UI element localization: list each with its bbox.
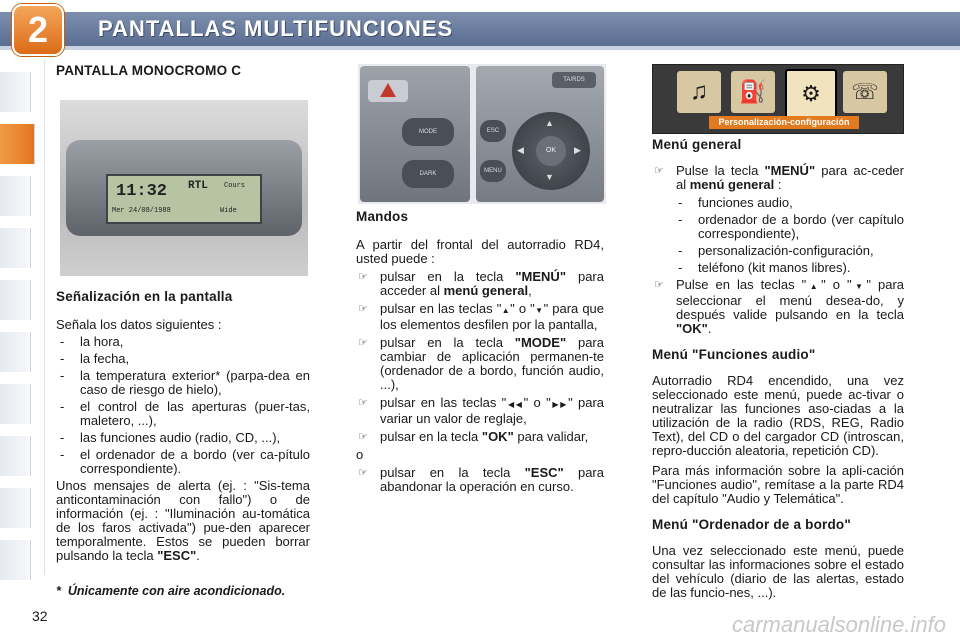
list-item: - la hora, xyxy=(60,334,124,349)
side-tab-9[interactable] xyxy=(0,488,31,528)
menu-banner-label: Personalización-configuración xyxy=(709,116,859,129)
monochrome-display-photo xyxy=(60,100,308,276)
lcd-screen xyxy=(106,174,262,224)
list-item: - teléfono (kit manos libres). xyxy=(678,260,851,275)
chapter-side-tabs xyxy=(0,60,36,620)
list-item: - el ordenador de a bordo (ver ca-pítulo correspondiente). xyxy=(60,447,310,476)
page-number: 32 xyxy=(32,608,48,624)
arrow-down-icon: ▼ xyxy=(534,306,544,315)
arrow-down-icon: ▼ xyxy=(851,282,867,291)
lcd-date: Mer 24/08/1988 xyxy=(112,207,171,215)
esc-button[interactable]: ESC xyxy=(480,120,506,142)
page-header xyxy=(0,0,960,60)
list-item: ☞ pulsar en las teclas "◀◀" o "▶▶" para variar un valor de reglaje, xyxy=(358,395,605,426)
hazard-button[interactable] xyxy=(368,80,408,102)
list-item: - funciones audio, xyxy=(678,195,793,210)
alerts-paragraph: Unos mensajes de alerta (ej. : "Sis-tema anticontaminación con fallo") o de información (ej. : "Iluminación au-tomática de los faros activada") pue-den aparecer temporalmente. Estos se pueden borrar pulsando la tecla "ESC". xyxy=(56,478,310,563)
signal-intro: Señala los datos siguientes : xyxy=(56,317,222,332)
pointing-hand-icon: ☞ xyxy=(358,337,368,349)
radio-controls-photo xyxy=(358,64,606,204)
list-item: - la temperatura exterior* (parpa-dea en caso de riesgo de hielo), xyxy=(60,368,310,397)
signal-title: Señalización en la pantalla xyxy=(56,289,233,304)
pointing-hand-icon: ☞ xyxy=(654,165,664,177)
list-item: - ordenador de a bordo (ver capítulo correspondiente), xyxy=(678,212,904,241)
margin-rule xyxy=(44,60,45,575)
column-right xyxy=(652,138,904,600)
menu-screen-photo xyxy=(652,64,904,134)
pointing-hand-icon: ☞ xyxy=(358,467,368,479)
audio-paragraph-1: Autorradio RD4 encendido, una vez seleccionado este menú, puede ac-tivar o neutralizar las funciones aso-ciadas a la utilización de la radio (RDS, REG, Radio Text), del CD o del cargador CD (introscan, repro-ducción aleatoria, repetición CD). xyxy=(652,373,904,458)
ta-rds-button[interactable]: TA/RDS xyxy=(552,72,596,88)
list-item: - la fecha, xyxy=(60,351,130,366)
controls-intro: A partir del frontal del autorradio RD4, usted puede : xyxy=(356,237,604,266)
list-item: ☞ pulsar en la tecla "ESC" para abandonar la operación en curso. xyxy=(358,465,604,494)
lcd-time: 11:32 xyxy=(116,182,168,201)
lcd-line1: Cours xyxy=(224,182,246,190)
header-underline xyxy=(0,46,960,50)
audio-paragraph-2: Para más información sobre la apli-cación "Funciones audio", remítase a la parte RD4 del capítulo "Audio y Telemática". xyxy=(652,463,904,506)
settings-icon: ⚙ xyxy=(785,69,837,119)
mode-button[interactable]: MODE xyxy=(402,118,454,146)
list-item: ☞ pulsar en las teclas "▲" o "▼" para que los elementos desfilen por la pantalla, xyxy=(358,301,605,332)
ok-button[interactable]: OK xyxy=(536,136,566,166)
phone-icon: ☏ xyxy=(843,71,887,113)
side-tab-8[interactable] xyxy=(0,436,31,476)
watermark: carmanualsonline.info xyxy=(731,612,946,637)
side-tab-6[interactable] xyxy=(0,332,31,372)
trip-computer-menu-title: Menú "Ordenador de a bordo" xyxy=(652,517,851,532)
trip-computer-paragraph: Una vez seleccionado este menú, puede consultar las informaciones sobre el estado del vehículo (diario de las alertas, estado de las funcio-nes, ...). xyxy=(652,543,904,600)
side-tab-2-active[interactable] xyxy=(0,124,35,164)
right-panel xyxy=(476,66,604,202)
esc-key-label: "ESC" xyxy=(157,548,197,563)
arrow-left-icon[interactable]: ◀ xyxy=(517,145,524,155)
pointing-hand-icon: ☞ xyxy=(358,397,368,409)
list-item: - el control de las aperturas (puer-tas, maletero, ...), xyxy=(60,399,310,428)
pointing-hand-icon: ☞ xyxy=(654,279,664,291)
side-tab-10[interactable] xyxy=(0,540,31,580)
warning-triangle-icon xyxy=(380,83,396,97)
list-item: - las funciones audio (radio, CD, ...), xyxy=(60,430,281,445)
or-text: o xyxy=(356,447,364,462)
arrow-right-icon[interactable]: ▶ xyxy=(574,145,581,155)
pointing-hand-icon: ☞ xyxy=(358,271,368,283)
general-menu-title: Menú general xyxy=(652,137,742,152)
double-arrow-left-icon: ◀◀ xyxy=(506,400,524,409)
side-tab-7[interactable] xyxy=(0,384,31,424)
chapter-number-badge: 2 xyxy=(12,4,64,56)
side-tab-3[interactable] xyxy=(0,176,31,216)
list-item: - personalización-configuración, xyxy=(678,243,874,258)
navigation-dial[interactable] xyxy=(512,112,590,190)
side-tab-1[interactable] xyxy=(0,72,31,112)
side-tab-5[interactable] xyxy=(0,280,31,320)
trip-computer-icon: ⛽ xyxy=(731,71,775,113)
lcd-station: RTL xyxy=(188,180,208,192)
pointing-hand-icon: ☞ xyxy=(358,431,368,443)
signal-section xyxy=(56,290,310,563)
dark-button[interactable]: DARK xyxy=(402,160,454,188)
arrow-up-icon: ▲ xyxy=(806,282,822,291)
list-item: ☞ pulsar en la tecla "MENÚ" para acceder al menú general, xyxy=(358,269,604,298)
column-middle xyxy=(356,210,604,494)
arrow-up-icon: ▲ xyxy=(501,306,511,315)
monochrome-screen-title: PANTALLA MONOCROMO C xyxy=(56,63,242,78)
column-left xyxy=(56,64,310,78)
general-menu-list xyxy=(652,196,904,275)
list-item: ☞ Pulse en las teclas "▲" o "▼" para seleccionar el menú desea-do, y después valide pulsando en la tecla "OK". xyxy=(654,277,905,336)
arrow-up-icon[interactable]: ▲ xyxy=(545,118,554,128)
audio-menu-title: Menú "Funciones audio" xyxy=(652,347,816,362)
signal-list xyxy=(56,335,310,476)
list-item: ☞ pulsar en la tecla "MODE" para cambiar de aplicación permanen-te (ordenador de a bordo, función audio, ...), xyxy=(358,335,604,392)
chapter-title: PANTALLAS MULTIFUNCIONES xyxy=(98,16,454,41)
menu-button[interactable]: MENU xyxy=(480,160,506,182)
list-item: ☞ pulsar en la tecla "OK" para validar, xyxy=(358,429,589,444)
pointing-hand-icon: ☞ xyxy=(358,303,368,315)
side-tab-4[interactable] xyxy=(0,228,31,268)
lcd-line2: Wide xyxy=(220,207,237,215)
controls-title: Mandos xyxy=(356,209,409,224)
left-panel xyxy=(360,66,470,202)
double-arrow-right-icon: ▶▶ xyxy=(550,400,569,409)
list-item: ☞ Pulse la tecla "MENÚ" para ac-ceder al menú general : xyxy=(654,163,904,192)
audio-menu-icon: ♫ xyxy=(677,71,721,113)
footnote: * Únicamente con aire acondicionado. xyxy=(56,584,286,598)
arrow-down-icon[interactable]: ▼ xyxy=(545,172,554,182)
